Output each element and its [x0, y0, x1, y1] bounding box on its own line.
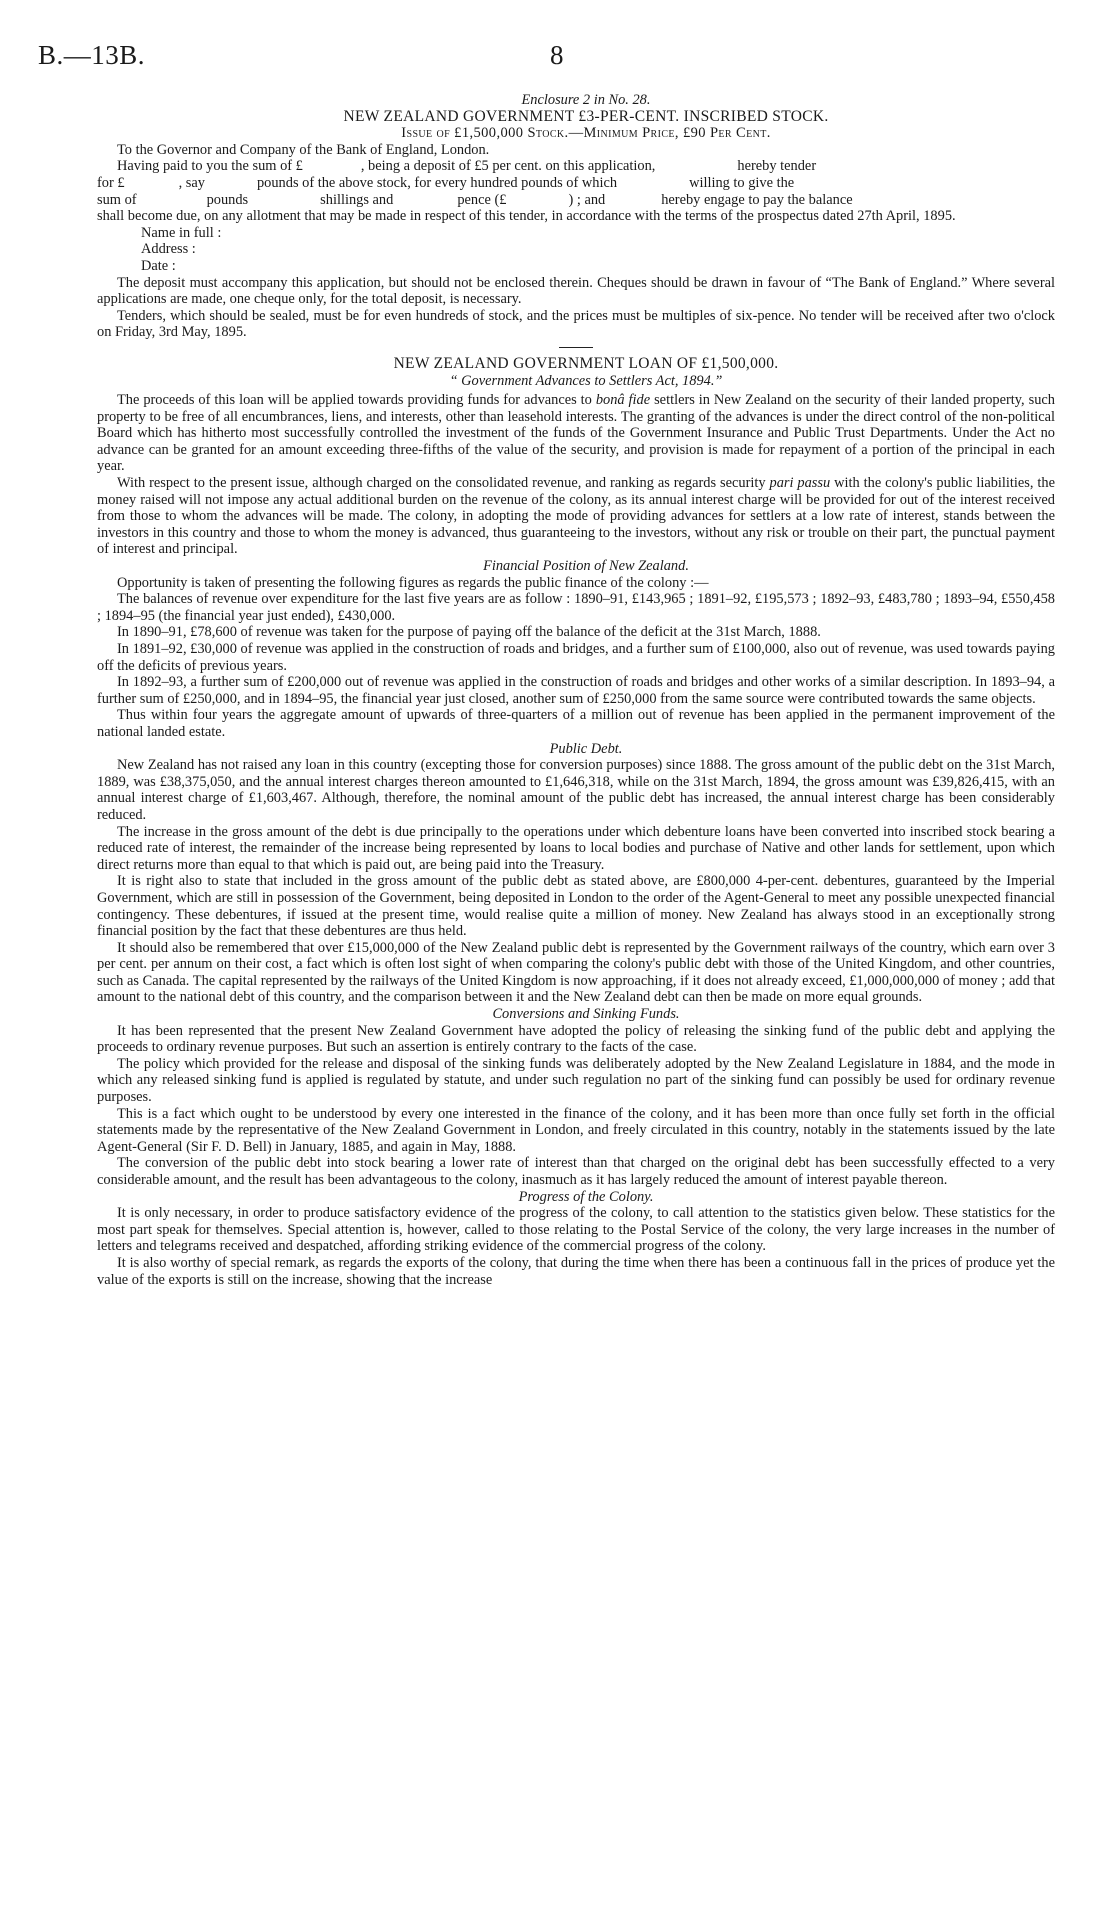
conversions-section [97, 1023, 1055, 1189]
financial-paragraph: In 1891–92, £30,000 of revenue was applied in the construction of roads and bridges, and a further sum of £100,000, also out of revenue, was used towards paying off the deficits of previous years. [97, 641, 1055, 674]
issue-line: Issue of £1,500,000 Stock.—Minimum Price, £90 Per Cent. [401, 125, 771, 142]
loan-title: NEW ZEALAND GOVERNMENT LOAN OF £1,500,000. [393, 354, 779, 372]
financial-paragraph: Thus within four years the aggregate amount of upwards of three-quarters of a million out of revenue has been applied in the permanent improvement of the national landed estate. [97, 707, 1055, 740]
progress-paragraph: It is also worthy of special remark, as regards the exports of the colony, that during the time when there has been a continuous fall in the prices of produce yet the value of the exports is still on the increase, showing that the increase [97, 1254, 1055, 1288]
date-field-label: Date : [141, 257, 176, 274]
tender-form-text: , being a deposit of £5 per cent. on this application, [360, 158, 656, 175]
conversions-paragraph: The conversion of the public debt into stock bearing a lower rate of interest than that charged on the original debt has been successfully effected to a very considerable amount, and the result has been advantageous to the colony, inasmuch as it has largely reduced the amount of interest payable thereon. [97, 1155, 1055, 1188]
financial-section [97, 575, 1055, 741]
tender-form-text: shillings and [320, 191, 394, 208]
public-debt-paragraph: It is right also to state that included in the gross amount of the public debt as stated above, are £800,000 4-per-cent. debentures, guaranteed by the Imperial Government, which are still in possession of the Government, being deposited in London to the order of the Agent-General to meet any possible unexpected financial contingency. These debentures, if issued at the present time, would realise quite a million of money. New Zealand has always stood in an exceptionally strong financial position by the fact that these debentures are thus held. [97, 873, 1055, 940]
tender-form-line-3 [97, 192, 1055, 209]
addressee: To the Governor and Company of the Bank of England, London. [117, 141, 490, 158]
loan-text: With respect to the present issue, although charged on the consolidated revenue, and ranking as regards security [117, 475, 770, 492]
enclosure-label: Enclosure 2 in No. 28. [521, 92, 651, 108]
financial-paragraph: The balances of revenue over expenditure for the last five years are as follow : 1890–91, £143,965 ; 1891–92, £195,573 ; 1892–93, £483,780 ; 1893–94, £550,458 ; 1894–95 (the financial year just ended), £430,000. [97, 591, 1055, 624]
conversions-paragraph: This is a fact which ought to be understood by every one interested in the finance of the colony, and it has been more than once fully set forth in the official statements made by the representative of the New Zealand Government in London, and freely circulated in this country, notably in the statements issued by the late Agent-General (Sir F. D. Bell) in January, 1885, and again in May, 1888. [97, 1105, 1055, 1155]
page-content [97, 92, 1055, 1288]
conversions-heading: Conversions and Sinking Funds. [492, 1006, 680, 1023]
tenders-paragraph: Tenders, which should be sealed, must be for even hundreds of stock, and the prices must be multiples of six-pence. No tender will be received after two o'clock on Friday, 3rd May, 1895. [97, 307, 1055, 341]
conversions-paragraph: It has been represented that the present New Zealand Government have adopted the policy of releasing the sinking fund of the public debt and applying the proceeds to ordinary revenue purposes. But such an assertion is entirely contrary to the facts of the case. [97, 1022, 1055, 1056]
tender-form-text: hereby tender [737, 158, 817, 175]
tender-form [97, 158, 1055, 224]
tender-form-line-2 [97, 175, 1055, 192]
tender-form-text: pounds of the above stock, for every hundred pounds of which [256, 174, 618, 191]
progress-heading: Progress of the Colony. [518, 1188, 654, 1205]
financial-paragraph: In 1890–91, £78,600 of revenue was taken for the purpose of paying off the balance of the deficit at the 31st March, 1888. [117, 624, 821, 641]
public-debt-heading: Public Debt. [549, 740, 623, 757]
public-debt-paragraph: It should also be remembered that over £15,000,000 of the New Zealand public debt is represented by the Government railways of the country, which earn over 3 per cent. per annum on their cost, a fact which is often lost sight of when comparing the colony's public debt with those of the United Kingdom, and other countries, such as Canada. The capital represented by the railways of the United Kingdom is now approaching, if it does not already exceed, £1,000,000,000 of money ; add that amount to the national debt of this country, and the comparison between it and the New Zealand debt can then be made on more equal grounds. [97, 939, 1055, 1006]
name-field-label: Name in full : [141, 224, 222, 241]
financial-heading: Financial Position of New Zealand. [483, 558, 689, 575]
public-debt-paragraph: The increase in the gross amount of the debt is due principally to the operations under which debenture loans have been converted into inscribed stock bearing a reduced rate of interest, the remainder of the increase being represented by loans to local bodies and purchase of Native and other lands for settlement, upon which direct returns more than equal to that which is paid out, are being paid into the Treasury. [97, 823, 1055, 873]
loan-text-italic: pari passu [769, 475, 831, 492]
loan-paragraph-1 [97, 392, 1055, 475]
tender-form-text: sum of [97, 191, 137, 208]
loan-subtitle: “ Government Advances to Settlers Act, 1894.” [449, 372, 723, 389]
loan-paragraph-2 [97, 475, 1055, 558]
loan-text: settlers in New Zealand on the security of their landed property, such property to be free of all encumbrances, liens, and interests, other than leasehold interests. The granting of the advances is under the direct control of the non-political Board which has hitherto most successfully controlled the investment of the funds of the Government Insurance and Public Trust Departments. Under the Act no advance can be granted for an amount exceeding three-fifths of the value of the security, and provision is made for repayment of a portion of the principal in each year. [97, 392, 1055, 475]
conversions-paragraph: The policy which provided for the release and disposal of the sinking funds was deliberately adopted by the New Zealand Legislature in 1884, and the mode in which any released sinking fund is applied is regulated by statute, and under such regulation no part of the sinking fund can possibly be used for ordinary revenue purposes. [97, 1055, 1055, 1106]
deposit-paragraph: The deposit must accompany this application, but should not be enclosed therein. Cheques should be drawn in favour of “The Bank of England.” Where several applications are made, one cheque only, for the total deposit, is necessary. [97, 274, 1055, 308]
tender-form-text: ) ; and [568, 191, 606, 208]
tender-form-text: for £ [97, 174, 125, 191]
page-number: 8 [550, 40, 564, 70]
financial-paragraph: Opportunity is taken of presenting the following figures as regards the public finance of the colony :— [117, 574, 709, 591]
loan-text: The proceeds of this loan will be applied towards providing funds for advances to [117, 392, 596, 409]
section-divider [559, 347, 593, 348]
stock-title: NEW ZEALAND GOVERNMENT £3-PER-CENT. INSCRIBED STOCK. [343, 107, 829, 125]
tender-form-text: Having paid to you the sum of £ [117, 158, 303, 175]
tender-form-text: pence (£ [457, 191, 507, 208]
tender-form-text: willing to give the [689, 174, 795, 191]
progress-paragraph: It is only necessary, in order to produce satisfactory evidence of the progress of the colony, to call attention to the statistics given below. These statistics for the most part speak for themselves. Special attention is, however, called to those relating to the Postal Service of the colony, the very large increases in the number of letters and telegrams received and despatched, affording striking evidence of the commercial progress of the colony. [97, 1205, 1055, 1255]
tender-form-line-1 [97, 158, 1055, 175]
loan-text-italic: bonâ fide [595, 392, 651, 409]
page-reference: B.—13B. [38, 40, 146, 70]
loan-text: with the colony's public liabilities, the money raised will not impose any actual additional burden on the revenue of the colony, as its annual interest charge will be provided for out of the interest received from those to whom the advances will be made. The colony, in adopting the mode of providing advances for settlers at a low rate of interest, stands between the investors in this country and those to whom the money is advanced, thus guaranteeing to the investors, without any risk or trouble on their part, the punctual payment of interest and principal. [97, 475, 1055, 558]
public-debt-paragraph: New Zealand has not raised any loan in this country (excepting those for conversion purposes) since 1888. The gross amount of the public debt on the 31st March, 1889, was £38,375,050, and the annual interest charges thereon amounted to £1,646,318, while on the 31st March, 1894, the gross amount was £39,826,415, with an annual interest charge of £1,603,467. Although, therefore, the nominal amount of the public debt has increased, the annual interest charge has been considerably reduced. [97, 757, 1055, 823]
tender-form-text: , say [178, 174, 205, 191]
address-field-label: Address : [141, 241, 196, 258]
tender-form-text: hereby engage to pay the balance [661, 191, 853, 208]
financial-paragraph: In 1892–93, a further sum of £200,000 out of revenue was applied in the construction of roads and bridges and other works of a similar description. In 1893–94, a further sum of £250,000, and in 1894–95, the financial year just closed, another sum of £250,000 from the same source were contributed towards the same objects. [97, 674, 1055, 707]
tender-form-text: pounds [206, 191, 249, 208]
public-debt-section [97, 757, 1055, 1006]
progress-section [97, 1205, 1055, 1288]
tender-form-line-4: shall become due, on any allotment that may be made in respect of this tender, in accordance with the terms of the prospectus dated 27th April, 1895. [97, 208, 956, 225]
